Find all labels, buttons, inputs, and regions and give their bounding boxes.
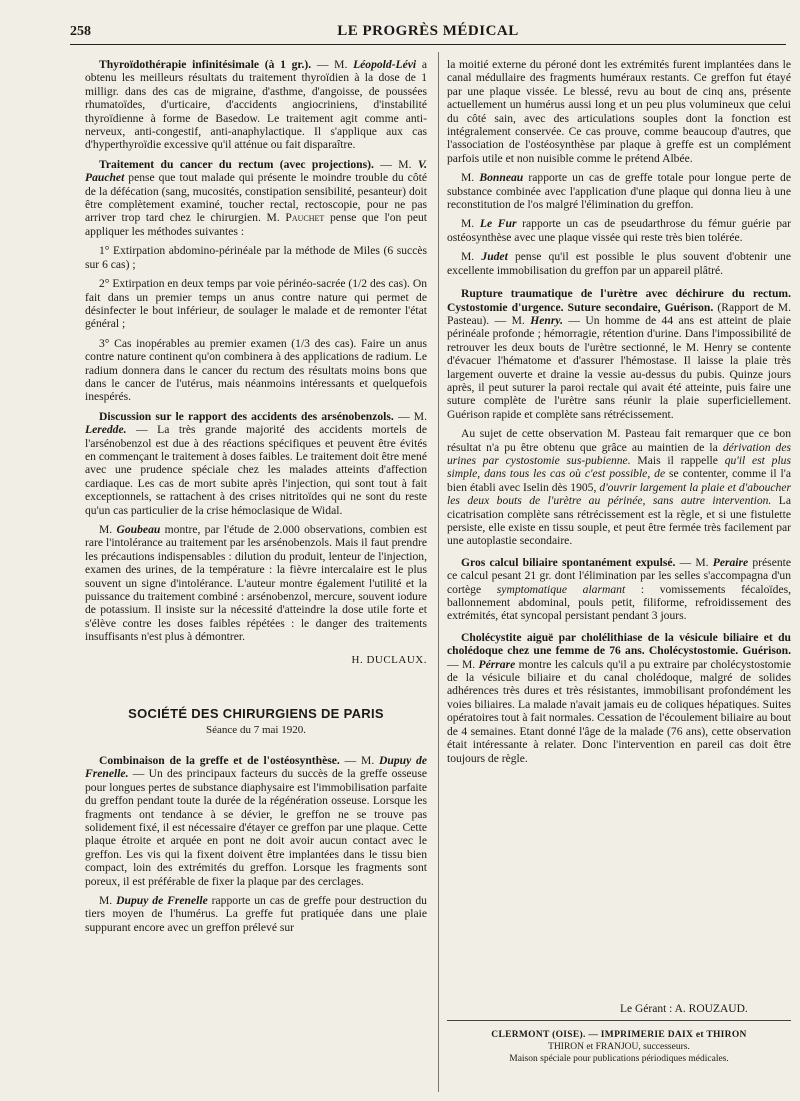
paragraph-greffe-continued: la moitié externe du péroné dont les extrémités furent implantées dans le canal médullaire des fragments huméraux restants. Ce greffon fut étayé par une plaque vissée. Le blessé, revu au bout de cinq ans, présente actuellement un humérus aussi long et un peu plus volumineux que celui du côté sain, avec des articulations souples dont la fonction est intégralement conservée. Ce cas prouve, comme beaucoup d'autres, que l'association de l'ostéosynthèse par plaque à greffe est un complément parfois utile et non nuisible comme le prétend Albée. [447, 58, 791, 165]
signature: H. DUCLAUX. [351, 653, 427, 666]
printer-line-3: Maison spéciale pour publications périodiques médicales. [509, 1054, 729, 1064]
paragraph-cholecystite: Cholécystite aiguë par cholélithiase de la vésicule biliaire et du cholédoque chez une femme de 76 ans. Cholécystostomie. Guérison. — M. Pérrare montre les calculs qu'il a pu extraire par cholécystostomie de la vésicule biliaire et du canal cholédoque, malgré de solides adhérences très dures et très résistantes, immobilisant profondément les voies biliaires. La malade n'avait jamais eu de coliques hépatiques. Suites opératoires tout à fait normales. Cessation de l'écoulement biliaire au bout de 4 semaines. Etant donné l'âge de la malade (76 ans), cette observation était intéressante à relater. Donc l'intervention en pareil cas doit être toujours de règle. [447, 630, 791, 765]
printer-line-1: CLERMONT (OISE). — IMPRIMERIE DAIX et THIRON [491, 1030, 747, 1040]
paragraph-method-1: 1° Extirpation abdomino-périnéale par la méthode de Miles (6 succès sur 6 cas) ; [85, 244, 427, 271]
right-column [447, 58, 791, 771]
printer-line-2: THIRON et FRANJOU, successeurs. [548, 1042, 690, 1052]
society-session: Séance du 7 mai 1920. [206, 724, 306, 737]
paragraph-method-3: 3° Cas inopérables au premier examen (1/3 des cas). Faire un anus contre nature continent qu'on combinera à des applications de radium. Le radium donnera dans le cancer du rectum des résultats moins bons que dans le cancer de l'utérus, mais néanmoins intéressants et quelquefois inespérés. [85, 336, 427, 404]
paragraph-thyroid: Thyroïdothérapie infinitésimale (à 1 gr.). — M. Léopold-Lévi a obtenu les meilleurs résultats du traitement thyroïdien à la dose de 1 milligr. dans des cas de migraine, d'asthme, d'angoisse, de poussées rhumatoïdes, d'urticaire, d'accidents angiocriniens, d'instabilité thyroïdienne à forme de Basedow. Le traitement agit comme anti-nerveux, anti-congestif, anti-anaphylactique. Il s'applique aux cas d'hyperthyroïdie excessive qu'il atténue ou fait disparaître. [85, 58, 427, 152]
journal-title: LE PROGRÈS MÉDICAL [337, 23, 519, 39]
paragraph-pasteau: Au sujet de cette observation M. Pasteau fait remarquer que ce bon résultat n'a pu être obtenu que grâce au maintien de la dérivation des urines par cystostomie sus-pubienne. Mais il rappelle qu'il est plus simple, dans tous les cas où c'est possible, de se contenter, comme il l'a bien établi avec Iselin dès 1905, d'ouvrir largement la plaie et d'aboucher les deux bouts de l'urètre au périnée, sans autre intervention. La cicatrisation complète sans rétrécissement est la règle, et si une fistulette persiste, elle existe en tissu souple, et peut être fermée très facilement par une autoplastie secondaire. [447, 427, 792, 548]
society-title: SOCIÉTÉ DES CHIRURGIENS DE PARIS [128, 706, 384, 722]
left-column [85, 58, 427, 940]
paragraph-goubeau: M. Goubeau montre, par l'étude de 2.000 observations, combien est rare l'intolérance au traitement par les arsénobenzols. Mais il faut prendre les précautions indispensables : dilution du produit, lenteur de l'injection, examen des urines, de la température : la fièvre intercalaire est le plus souvent un signe d'intolérance. L'auteur montre également l'utilité et la puissance du traitement combiné : arsénobenzol, mercure, souvent iodure de potassium. Il insiste sur la nécessité d'atteindre la dose utile forte et s'élève contre les doses faibles répétées : le danger des traitements insuffisants n'est plus à démontrer. [85, 523, 427, 644]
paragraph-arsenobenzols: Discussion sur le rapport des accidents des arsénobenzols. — M. Leredde. — La très grande majorité des accidents mortels de l'arsénobenzol est due à des réactions spécifiques et peuvent être évités en commençant le traitement à doses faibles. Le traitement doit être mené avec une prudence spéciale chez les malades atteints d'affection cardiaque. Les cas de mort subite après l'injection, qui sont tout à fait exceptionnels, se rattachent à des crises nitritoïdes qui ne sont du reste qu'un cas particulier de la crise hémoclasique de Widal. [85, 409, 427, 517]
paragraph-bonneau: M. Bonneau rapporte un cas de greffe totale pour longue perte de substance combinée avec l'application d'une plaque qui donna lieu à une reconstitution de l'os malgré l'élimination du greffon. [447, 171, 791, 212]
paragraph-le-fur: M. Le Fur rapporte un cas de pseudarthrose du fémur guérie par ostéosynthèse avec une plaque vissée qui reste très bien tolérée. [447, 217, 791, 244]
paragraph-uretre: Rupture traumatique de l'urètre avec déchirure du rectum. Cystostomie d'urgence. Suture secondaire, Guérison. (Rapport de M. Pasteau). — M. Henry. — Un homme de 44 ans est atteint de plaie périnéale profonde ; hémorragie, rétention d'urine. Dans l'impossibilité de retrouver les deux bouts de l'urètre sectionné, le M. Henry se contente d'évacuer l'hématome et d'assurer l'hémostase. Il laisse la plaie très largement ouverte et draine la vessie au-dessus du pubis. Quinze jours après, il peut suturer la paroi rectale qui avait été atteinte, puis faire une suture complète de l'urètre sans réunir la plaie superficiellement. Guérison rapide et complète sans rétrécissement. [447, 287, 792, 421]
paragraph-rectum-cancer: Traitement du cancer du rectum (avec projections). — M. V. Pauchet pense que tout malade qui présente le moindre trouble du côté de la défécation (sang, mucosités, constipation sensibilité, pesanteur) doit être complètement examiné, toucher rectal, rectoscopie, pour ne pas arriver trop tard chez le chirurgien. M. Pauchet pense que l'on peut appliquer les méthodes suivantes : [85, 157, 428, 238]
column-divider [438, 52, 439, 1092]
paragraph-greffe: Combinaison de la greffe et de l'ostéosynthèse. — M. Dupuy de Frenelle. — Un des principaux facteurs du succès de la greffe osseuse pour longues pertes de substance diaphysaire est l'immobilisation parfaite du greffon pendant toute la durée de la régénération osseuse. Lorsque les fragments ont tendance à se dévier, le greffon ne se trouve pas solidement fixé, il est nécessaire d'étayer ce greffon par une plaque. Cette plaque étroite et arquée en pont ne doit avoir aucun contact avec le greffon. Les vis qui la fixent doivent être implantées dans le tissu bien compact, loin des extrémités du greffon. Lorsque les fragments sont poreux, il est préférable de fixer la plaque par des cerclages. [85, 753, 428, 888]
printer-imprint [447, 1020, 791, 1065]
paragraph-judet: M. Judet pense qu'il est possible le plus souvent d'obtenir une excellente immobilisation du greffon par un appareil plâtré. [447, 250, 792, 277]
paragraph-dupuy: M. Dupuy de Frenelle rapporte un cas de greffe pour destruction du tiers moyen de l'humérus. La greffe fut pratiquée dans une plaie suppurant encore avec un greffon prélevé sur [85, 893, 427, 934]
paragraph-method-2: 2° Extirpation en deux temps par voie périnéo-sacrée (1/2 des cas). On fait dans un premier temps un anus contre nature qui permet de désinfecter le bout inférieur, de soulager le malade et de remonter l'état général ; [85, 277, 427, 331]
gerant-line: Le Gérant : A. ROUZAUD. [620, 1003, 748, 1015]
page-header [70, 22, 786, 45]
page-number: 258 [70, 24, 91, 39]
paragraph-calcul: Gros calcul biliaire spontanément expulsé. — M. Peraire présente ce calcul pesant 21 gr. dont l'élimination par les selles s'accompagna d'un cortège symptomatique alarmant : vomissements fécaloïdes, ballonnement abdominal, pouls petit, filiforme, refroidissement des extrémités, état syncopal persistant pendant 3 jours. [447, 555, 792, 623]
